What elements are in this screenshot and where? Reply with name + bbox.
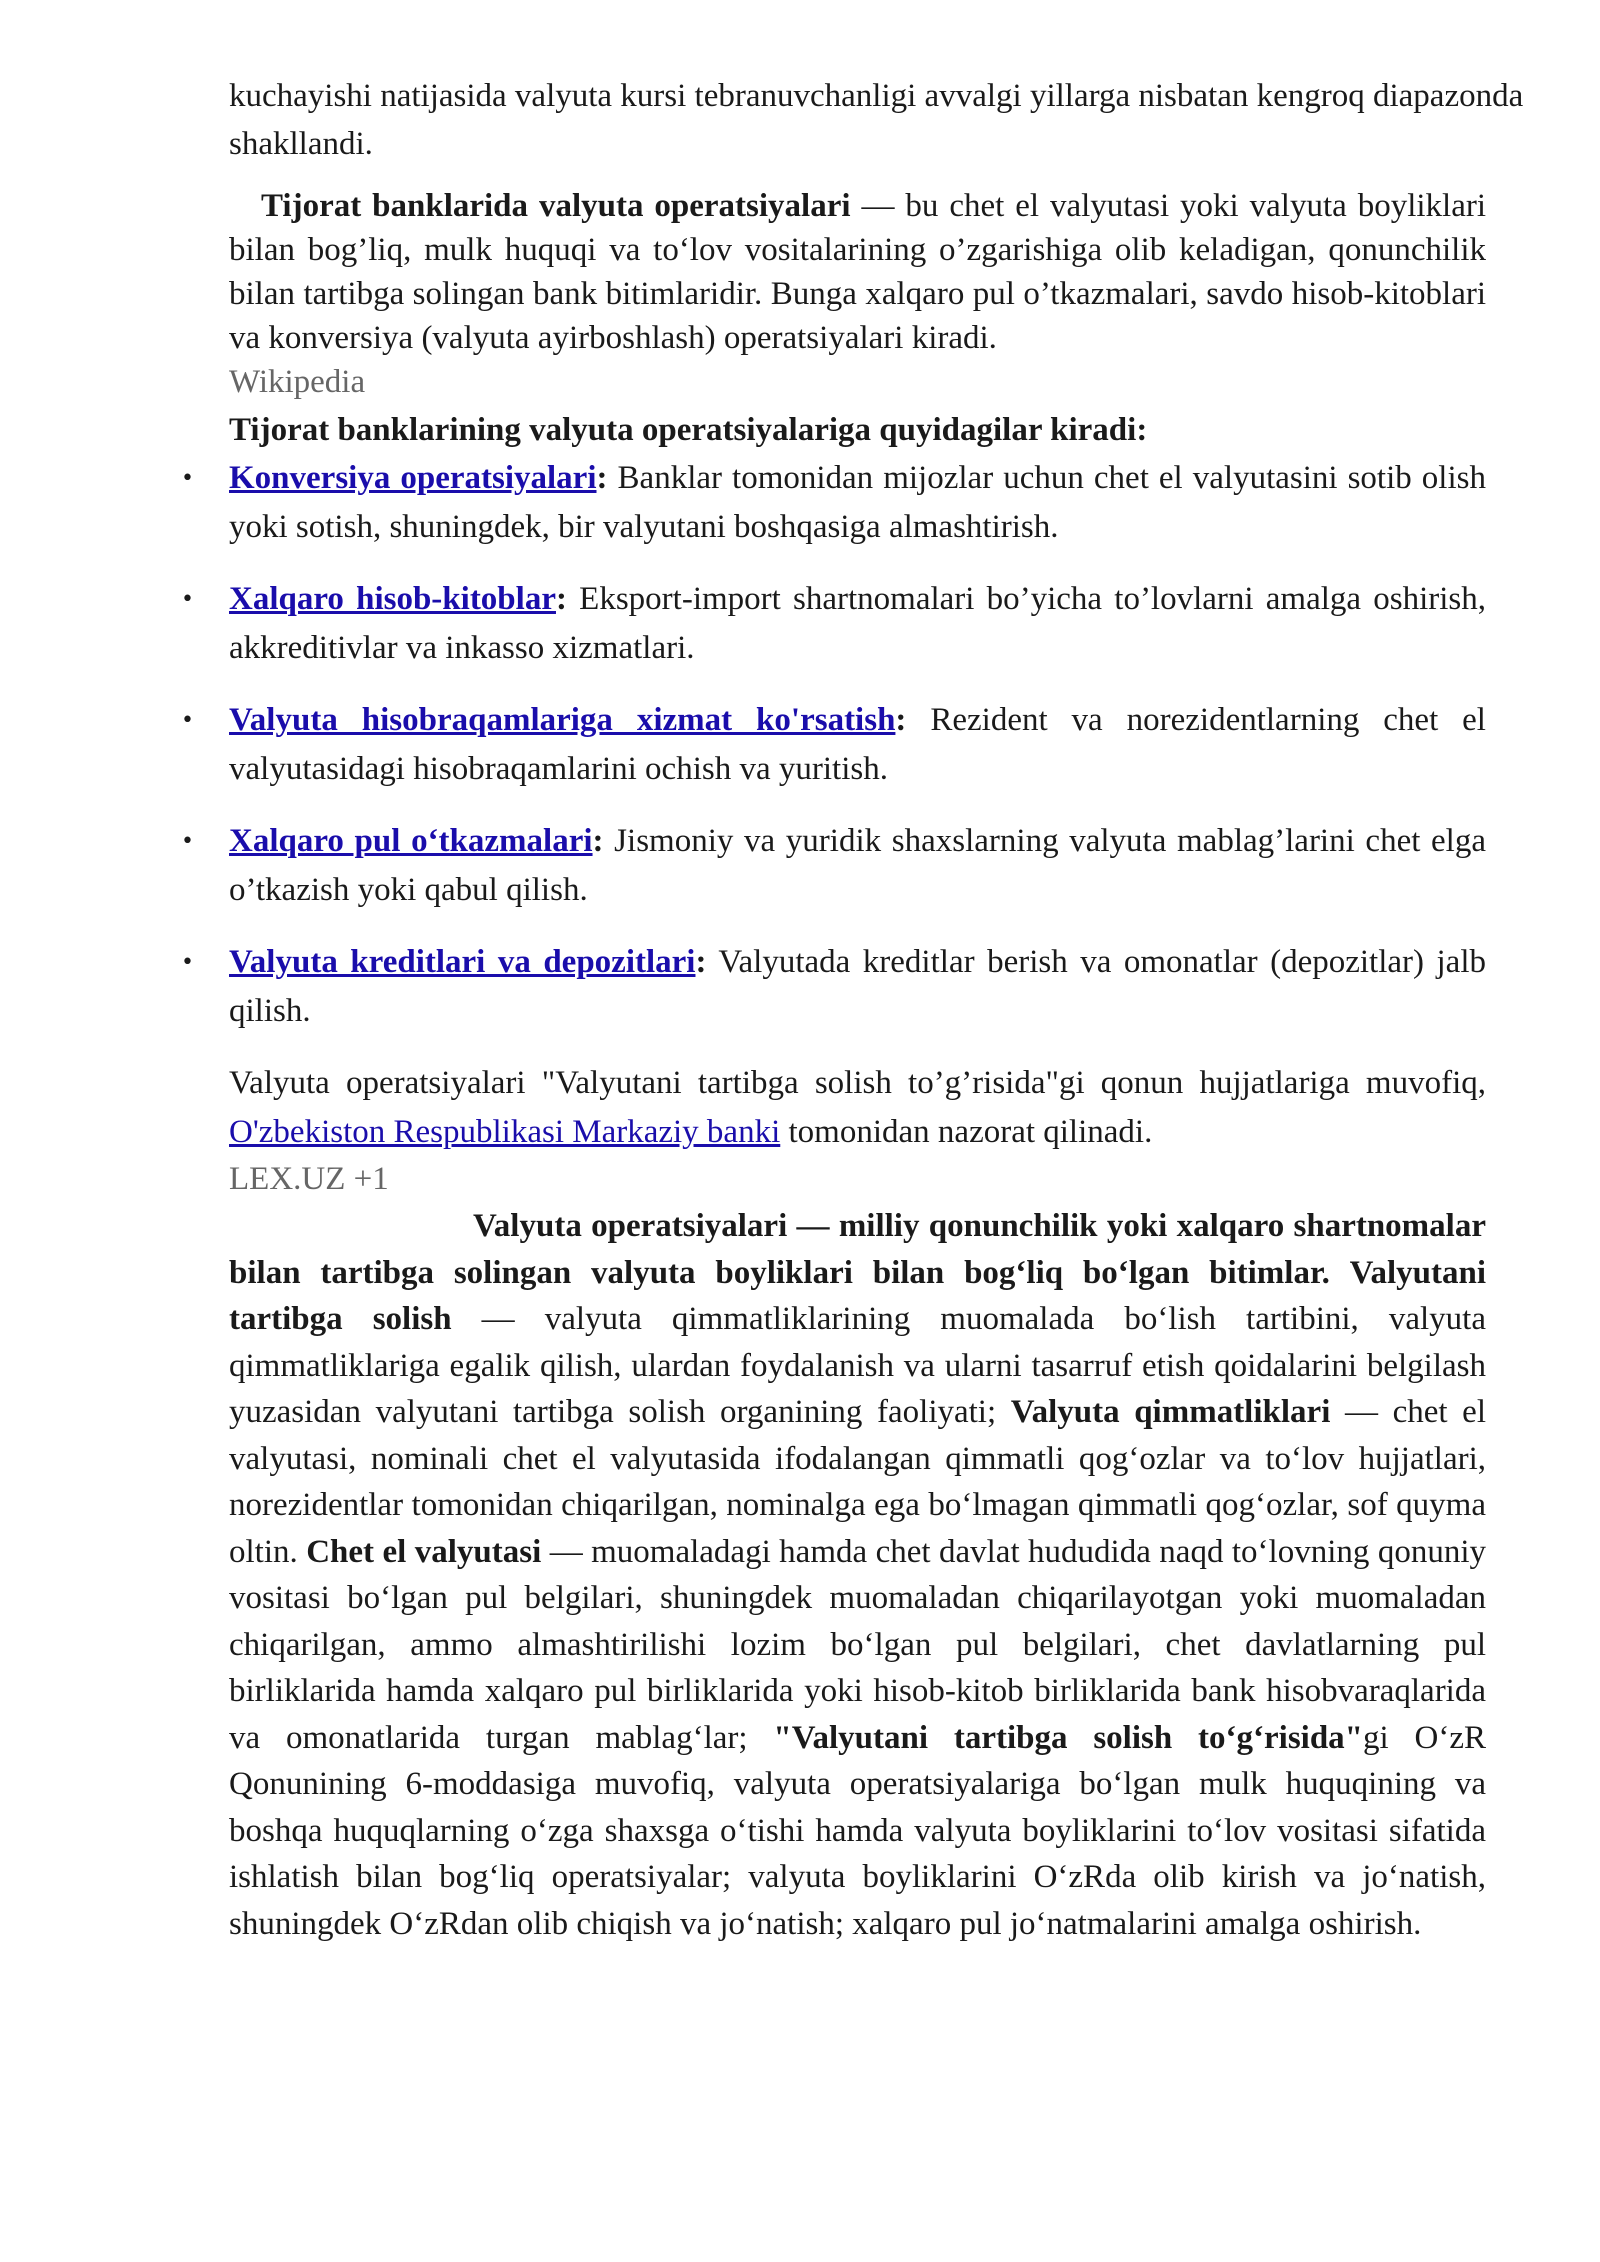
- regulation-paragraph: [229, 1059, 1486, 1157]
- item-colon: :: [592, 823, 604, 859]
- link-konversiya-operatsiyalari[interactable]: Konversiya operatsiyalari: [229, 460, 597, 496]
- item-colon: :: [555, 581, 567, 617]
- link-xalqaro-pul-otkazmalari[interactable]: Xalqaro pul o‘tkazmalari: [229, 823, 593, 859]
- term-valyuta-qimmatliklari: Valyuta qimmatliklari: [1010, 1394, 1331, 1430]
- list-item: [181, 696, 1486, 794]
- list-item: [181, 938, 1486, 1036]
- bullet-icon: •: [181, 466, 194, 491]
- term-valyutani-tartibga-solish: Valyutani tartibga solish: [229, 1254, 1486, 1337]
- item-text: Rezident va norezidentlarning chet el valyutasidagi hisobraqamlarini ochish va yuritish.: [229, 702, 1486, 787]
- definition-term: Tijorat banklarida valyuta operatsiyalari: [261, 188, 851, 224]
- regulation-text-before: Valyuta operatsiyalari "Valyutani tartibga solish to’g’risida"gi qonun hujjatlariga muvofiq,: [229, 1065, 1486, 1101]
- bullet-icon: •: [181, 587, 194, 612]
- item-text: Eksport-import shartnomalari bo’yicha to’lovlarni amalga oshirish, akkreditivlar va inkasso xizmatlari.: [229, 581, 1486, 666]
- regulation-text-after: tomonidan nazorat qilinadi.: [780, 1114, 1153, 1150]
- definition-text: — muomaladagi hamda chet davlat hududida naqd to‘lovning qonuniy vositasi bo‘lgan pul belgilari, shuningdek muomaladan chiqarilayotgan yoki muomaladan chiqarilgan, ammo almashtirilishi lozim bo‘lgan pul belgilari, chet davlatlarning pul birliklarida hamda xalqaro pul birliklarida yoki hisob-kitob birliklarida bank hisobvaraqlarida va omonatlarida turgan mablag‘lar;: [229, 1533, 1486, 1756]
- item-text: Banklar tomonidan mijozlar uchun chet el valyutasini sotib olish yoki sotish, shuningdek, bir valyutani boshqasiga almashtirish.: [229, 460, 1486, 545]
- source-label-wikipedia: Wikipedia: [229, 364, 366, 400]
- bullet-icon: •: [181, 829, 194, 854]
- list-item: [181, 575, 1486, 673]
- bullet-icon: •: [181, 950, 194, 975]
- item-colon: :: [695, 944, 707, 980]
- link-valyuta-hisobraqamlariga-xizmat[interactable]: Valyuta hisobraqamlariga xizmat ko'rsatish: [229, 702, 896, 738]
- list-item: [181, 454, 1486, 552]
- bullet-icon: •: [181, 708, 194, 733]
- item-colon: :: [596, 460, 608, 496]
- term-chet-el-valyutasi: Chet el valyutasi: [306, 1533, 542, 1570]
- operations-heading: Tijorat banklarining valyuta operatsiyalariga quyidagilar kiradi:: [229, 412, 1148, 448]
- operations-list: [181, 454, 1486, 1036]
- link-markaziy-bank[interactable]: O'zbekiston Respublikasi Markaziy banki: [229, 1114, 781, 1150]
- link-xalqaro-hisob-kitoblar[interactable]: Xalqaro hisob-kitoblar: [229, 581, 556, 617]
- definitions-paragraph: [229, 1203, 1486, 1947]
- item-text: Valyutada kreditlar berish va omonatlar (depozitlar) jalb qilish.: [229, 944, 1486, 1029]
- term-qonun-nomi: "Valyutani tartibga solish to‘g‘risida": [773, 1719, 1364, 1756]
- definition-valyuta-operatsiyalari: Valyuta operatsiyalari — milliy qonunchilik yoki xalqaro shartnomalar bilan tartibga solingan valyuta boyliklari bilan bog‘liq bo‘lgan bitimlar.: [229, 1208, 1486, 1291]
- definition-paragraph: [229, 184, 1486, 360]
- intro-paragraph: kuchayishi natijasida valyuta kursi tebranuvchanligi avvalgi yillarga nisbatan kengroq diapazonda shakllandi.: [229, 78, 1524, 162]
- document-page: [181, 72, 1524, 1947]
- link-valyuta-kreditlari-va-depozitlari[interactable]: Valyuta kreditlari va depozitlari: [229, 944, 696, 980]
- source-label-lexuz: LEX.UZ +1: [229, 1161, 389, 1197]
- definition-text: — valyuta qimmatliklarining muomalada bo‘lish tartibini, valyuta qimmatliklariga egalik qilish, ulardan foydalanish va ularni tasarruf etish qoidalarini belgilash yuzasidan valyutani tartibga solish organining faoliyati;: [229, 1301, 1486, 1430]
- definition-text: — bu chet el valyutasi yoki valyuta boyliklari bilan bog’liq, mulk huquqi va to‘lov vositalarining o’zgarishiga olib keladigan, qonunchilik bilan tartibga solingan bank bitimlaridir. Bunga xalqaro pul o’tkazmalari, savdo hisob-kitoblari va konversiya (valyuta ayirboshlash) operatsiyalari kiradi.: [229, 188, 1487, 356]
- definition-text: — chet el valyutasi, nominali chet el valyutasida ifodalangan qimmatli qog‘ozlar va to‘lov hujjatlari, norezidentlar tomonidan chiqarilgan, nominalga ega bo‘lmagan qimmatli qog‘ozlar, sof quyma oltin.: [229, 1394, 1486, 1570]
- list-item: [181, 817, 1486, 915]
- definition-text: gi O‘zR Qonunining 6-moddasiga muvofiq, valyuta operatsiyalariga bo‘lgan mulk huquqining va boshqa huquqlarning o‘zga shaxsga o‘tishi hamda valyuta boyliklarini to‘lov vositasi sifatida ishlatish bilan bog‘liq operatsiyalar; valyuta boyliklarini O‘zRda olib kirish va jo‘natish, shuningdek O‘zRdan olib chiqish va jo‘natish; xalqaro pul jo‘natmalarini amalga oshirish.: [229, 1719, 1486, 1942]
- item-colon: :: [895, 702, 907, 738]
- item-text: Jismoniy va yuridik shaxslarning valyuta mablag’larini chet elga o’tkazish yoki qabul qilish.: [229, 823, 1486, 908]
